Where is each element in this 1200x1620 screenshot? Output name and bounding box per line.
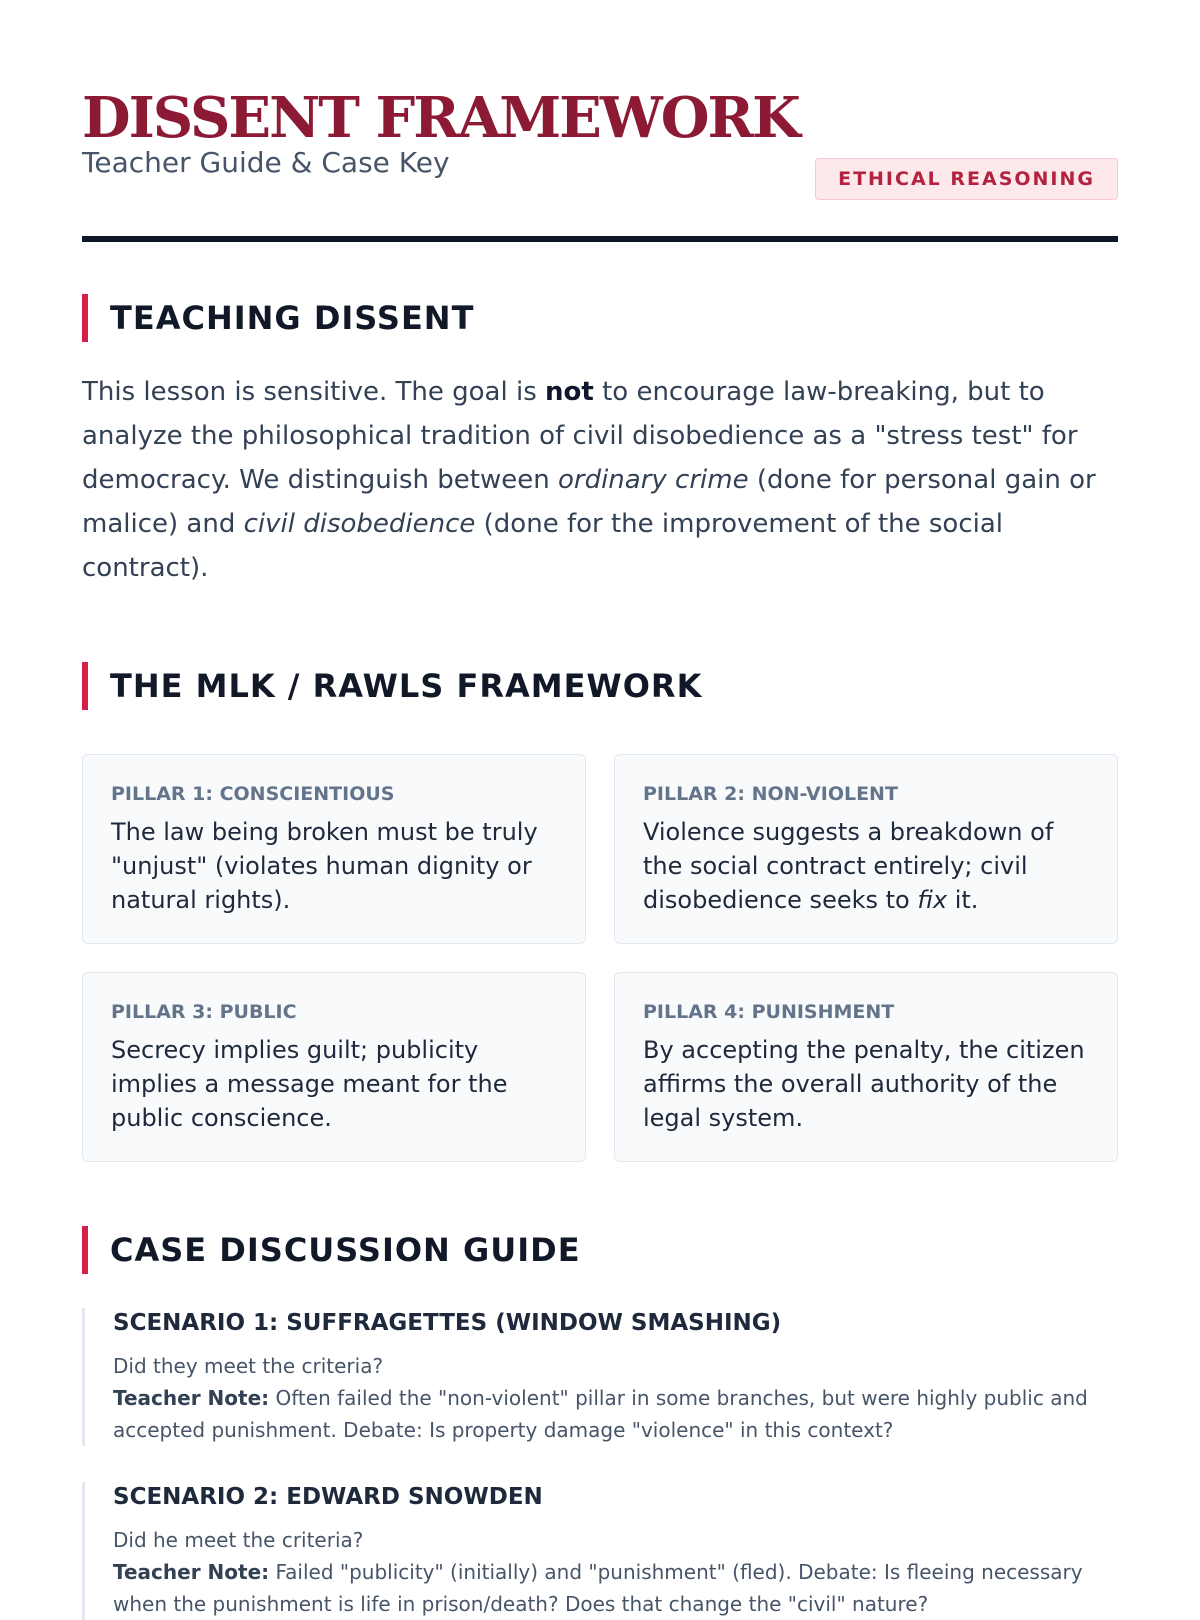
section-accent-bar (82, 662, 88, 710)
teacher-note-label: Teacher Note: (113, 1560, 270, 1584)
intro-text: This lesson is sensitive. The goal is (82, 377, 545, 407)
pillar-label: PILLAR 1: CONSCIENTIOUS (111, 783, 395, 805)
teacher-note-text: Failed "publicity" (initially) and "punishment" (fled). Debate: Is fleeing necessary when the punishment is life in prison/death? Does that change the "civil" nature? (113, 1560, 1083, 1616)
pillar-text: By accepting the penalty, the citizen affirms the overall authority of the legal system. (643, 1036, 1085, 1132)
teacher-note (113, 1556, 1118, 1620)
pillar-text: Secrecy implies guilt; publicity implies a message meant for the public conscience. (111, 1036, 508, 1132)
pillar-card (614, 754, 1118, 944)
section-title: TEACHING DISSENT (110, 299, 475, 337)
section-title: CASE DISCUSSION GUIDE (110, 1231, 581, 1269)
pillar-label: PILLAR 3: PUBLIC (111, 1001, 297, 1023)
teacher-note-text: Often failed the "non-violent" pillar in some branches, but were highly public and accepted punishment. Debate: Is property damage "violence" in this context? (113, 1386, 1088, 1442)
pillar-text-emphasis: fix (917, 886, 948, 914)
pillar-text-part: Violence suggests a breakdown of the social contract entirely; civil disobedience seeks to (643, 818, 1054, 914)
header (82, 0, 1118, 190)
scenario-title: SCENARIO 2: EDWARD SNOWDEN (113, 1484, 543, 1510)
pillar-text: The law being broken must be truly "unjust" (violates human dignity or natural rights). (111, 818, 538, 914)
page-subtitle: Teacher Guide & Case Key (82, 146, 450, 179)
intro-term-ordinary-crime: ordinary crime (557, 465, 749, 495)
intro-term-civil-disobedience: civil disobedience (243, 509, 476, 539)
page-title: DISSENT FRAMEWORK (82, 85, 799, 151)
pillar-card (614, 972, 1118, 1162)
section-accent-bar (82, 1226, 88, 1274)
intro-text: (done for personal gain or malice) and (82, 465, 1096, 539)
pillar-card (82, 754, 586, 944)
category-badge: ETHICAL REASONING (815, 158, 1118, 200)
intro-text: (done for the improvement of the social contract). (82, 509, 1004, 583)
pillar-text (643, 815, 1089, 917)
section-accent-bar (82, 294, 88, 342)
section-heading-cases (82, 1226, 1118, 1274)
header-divider (82, 236, 1118, 242)
section-title: THE MLK / RAWLS FRAMEWORK (110, 667, 703, 705)
scenario-question: Did he meet the criteria? (113, 1528, 364, 1552)
intro-emphasis-not: not (545, 377, 594, 407)
section-heading-teaching (82, 294, 1118, 342)
pillar-label: PILLAR 2: NON-VIOLENT (643, 783, 898, 805)
teacher-note-label: Teacher Note: (113, 1386, 270, 1410)
scenario-block (82, 1308, 1118, 1446)
intro-paragraph (82, 370, 1118, 590)
pillar-grid (82, 754, 1118, 1162)
scenario-title: SCENARIO 1: SUFFRAGETTES (WINDOW SMASHING) (113, 1310, 782, 1336)
scenario-question: Did they meet the criteria? (113, 1354, 384, 1378)
scenario-block (82, 1482, 1118, 1620)
section-heading-framework (82, 662, 1118, 710)
intro-text: to encourage law-breaking, but to analyze the philosophical tradition of civil disobedience as a "stress test" for democracy. We distinguish between (82, 377, 1078, 495)
pillar-label: PILLAR 4: PUNISHMENT (643, 1001, 895, 1023)
pillar-text-part: it. (947, 886, 979, 914)
teacher-note (113, 1382, 1118, 1446)
pillar-card (82, 972, 586, 1162)
